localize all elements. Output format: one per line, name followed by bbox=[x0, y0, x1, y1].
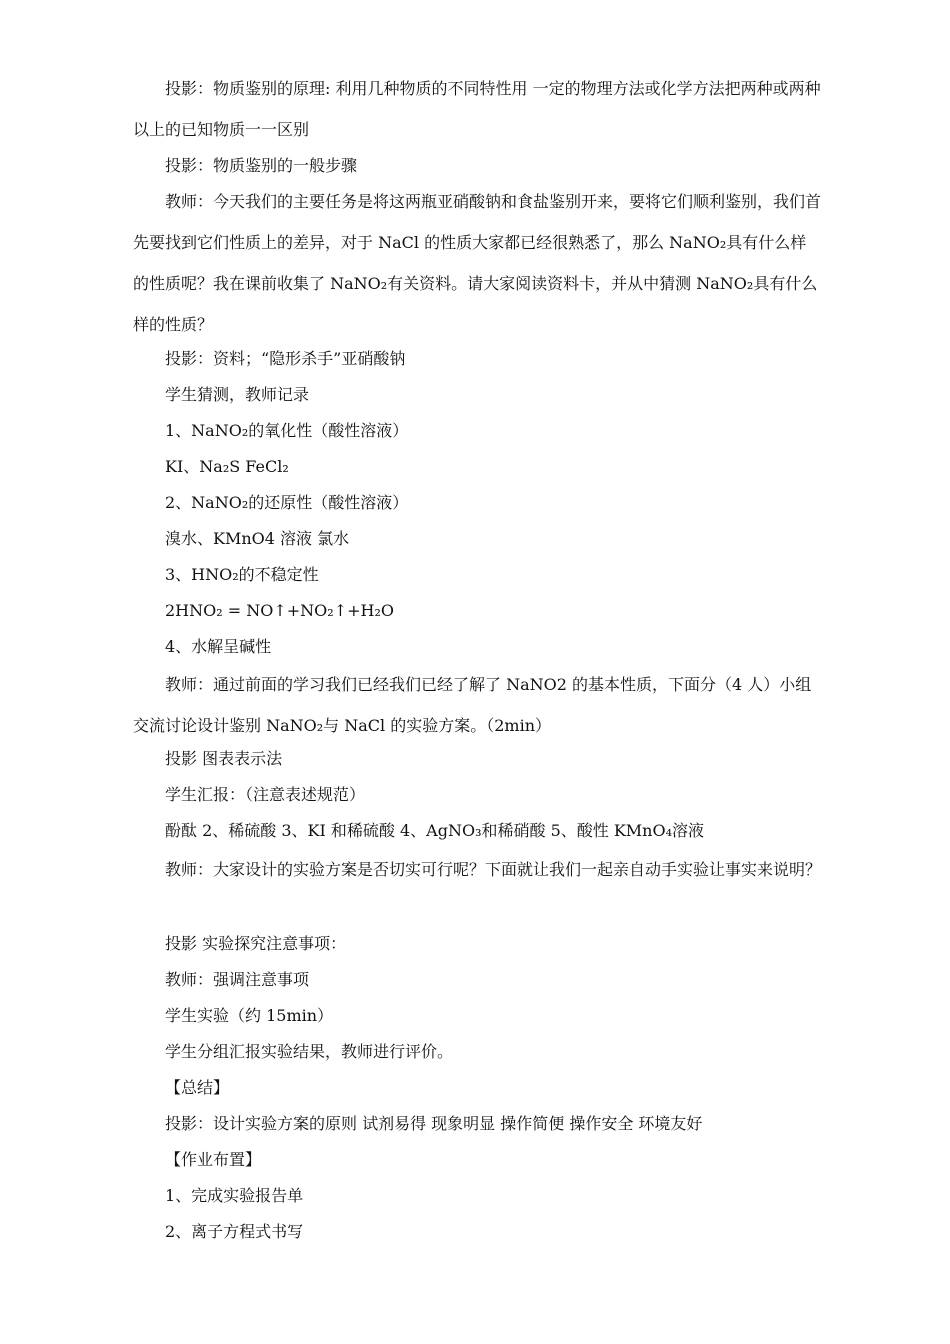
paragraph-hydrolysis: 4、水解呈碱性 bbox=[165, 637, 272, 656]
paragraph-instability: 3、HNO₂的不稳定性 bbox=[165, 565, 319, 584]
paragraph-reduction-reagents: 溴水、KMnO4 溶液 氯水 bbox=[165, 529, 350, 548]
paragraph-teacher-intro: 教师：今天我们的主要任务是将这两瓶亚硝酸钠和食盐鉴别开来，要将它们顺利鉴别，我们首先要找到它们性质上的差异，对于 NaCl 的性质大家都已经很熟悉了，那么 NaNO₂具有什么样的性质呢？我在课前收集了 NaNO₂有关资料。请大家阅读资料卡，并从中猜测 NaNO₂具有什么样的性质？ bbox=[133, 192, 822, 334]
paragraph-teacher-feasible: 教师：大家设计的实验方案是否切实可行呢？下面就让我们一起亲自动手实验让事实来说明？ bbox=[165, 860, 822, 879]
paragraph-teacher-discuss: 教师：通过前面的学习我们已经我们已经了解了 NaNO2 的基本性质，下面分（4 人）小组交流讨论设计鉴别 NaNO₂与 NaCl 的实验方案。（2min） bbox=[133, 675, 812, 735]
homework-item-ionic-equations: 2、离子方程式书写 bbox=[165, 1222, 304, 1241]
paragraph-principle: 投影：物质鉴别的原理: 利用几种物质的不同特性用 一定的物理方法或化学方法把两种或两种以上的已知物质一一区别 bbox=[133, 79, 821, 139]
paragraph-material: 投影：资料；“隐形杀手”亚硝酸钠 bbox=[165, 349, 406, 368]
paragraph-teacher-emphasize: 教师：强调注意事项 bbox=[165, 970, 310, 989]
paragraph-reagent-list: 酚酞 2、稀硫酸 3、KI 和稀硫酸 4、AgNO₃和稀硝酸 5、酸性 KMnO₄溶液 bbox=[165, 821, 705, 840]
paragraph-design-principles: 投影：设计实验方案的原则 试剂易得 现象明显 操作简便 操作安全 环境友好 bbox=[165, 1114, 703, 1133]
paragraph-reduction: 2、NaNO₂的还原性（酸性溶液） bbox=[165, 493, 409, 512]
paragraph-precautions: 投影 实验探究注意事项： bbox=[165, 934, 347, 953]
paragraph-student-report: 学生汇报：（注意表述规范） bbox=[165, 785, 366, 804]
paragraph-steps: 投影：物质鉴别的一般步骤 bbox=[165, 156, 358, 175]
paragraph-group-report: 学生分组汇报实验结果，教师进行评价。 bbox=[165, 1042, 454, 1061]
heading-summary: 【总结】 bbox=[165, 1078, 230, 1097]
homework-item-report: 1、完成实验报告单 bbox=[165, 1186, 304, 1205]
paragraph-guess: 学生猜测，教师记录 bbox=[165, 385, 310, 404]
paragraph-oxidation: 1、NaNO₂的氧化性（酸性溶液） bbox=[165, 421, 409, 440]
paragraph-oxidation-reagents: KI、Na₂S FeCl₂ bbox=[165, 457, 289, 476]
heading-homework: 【作业布置】 bbox=[165, 1150, 262, 1169]
paragraph-student-experiment: 学生实验（约 15min） bbox=[165, 1006, 334, 1025]
paragraph-equation: 2HNO₂ = NO↑+NO₂↑+H₂O bbox=[165, 601, 394, 620]
paragraph-chart-method: 投影 图表表示法 bbox=[165, 749, 283, 768]
